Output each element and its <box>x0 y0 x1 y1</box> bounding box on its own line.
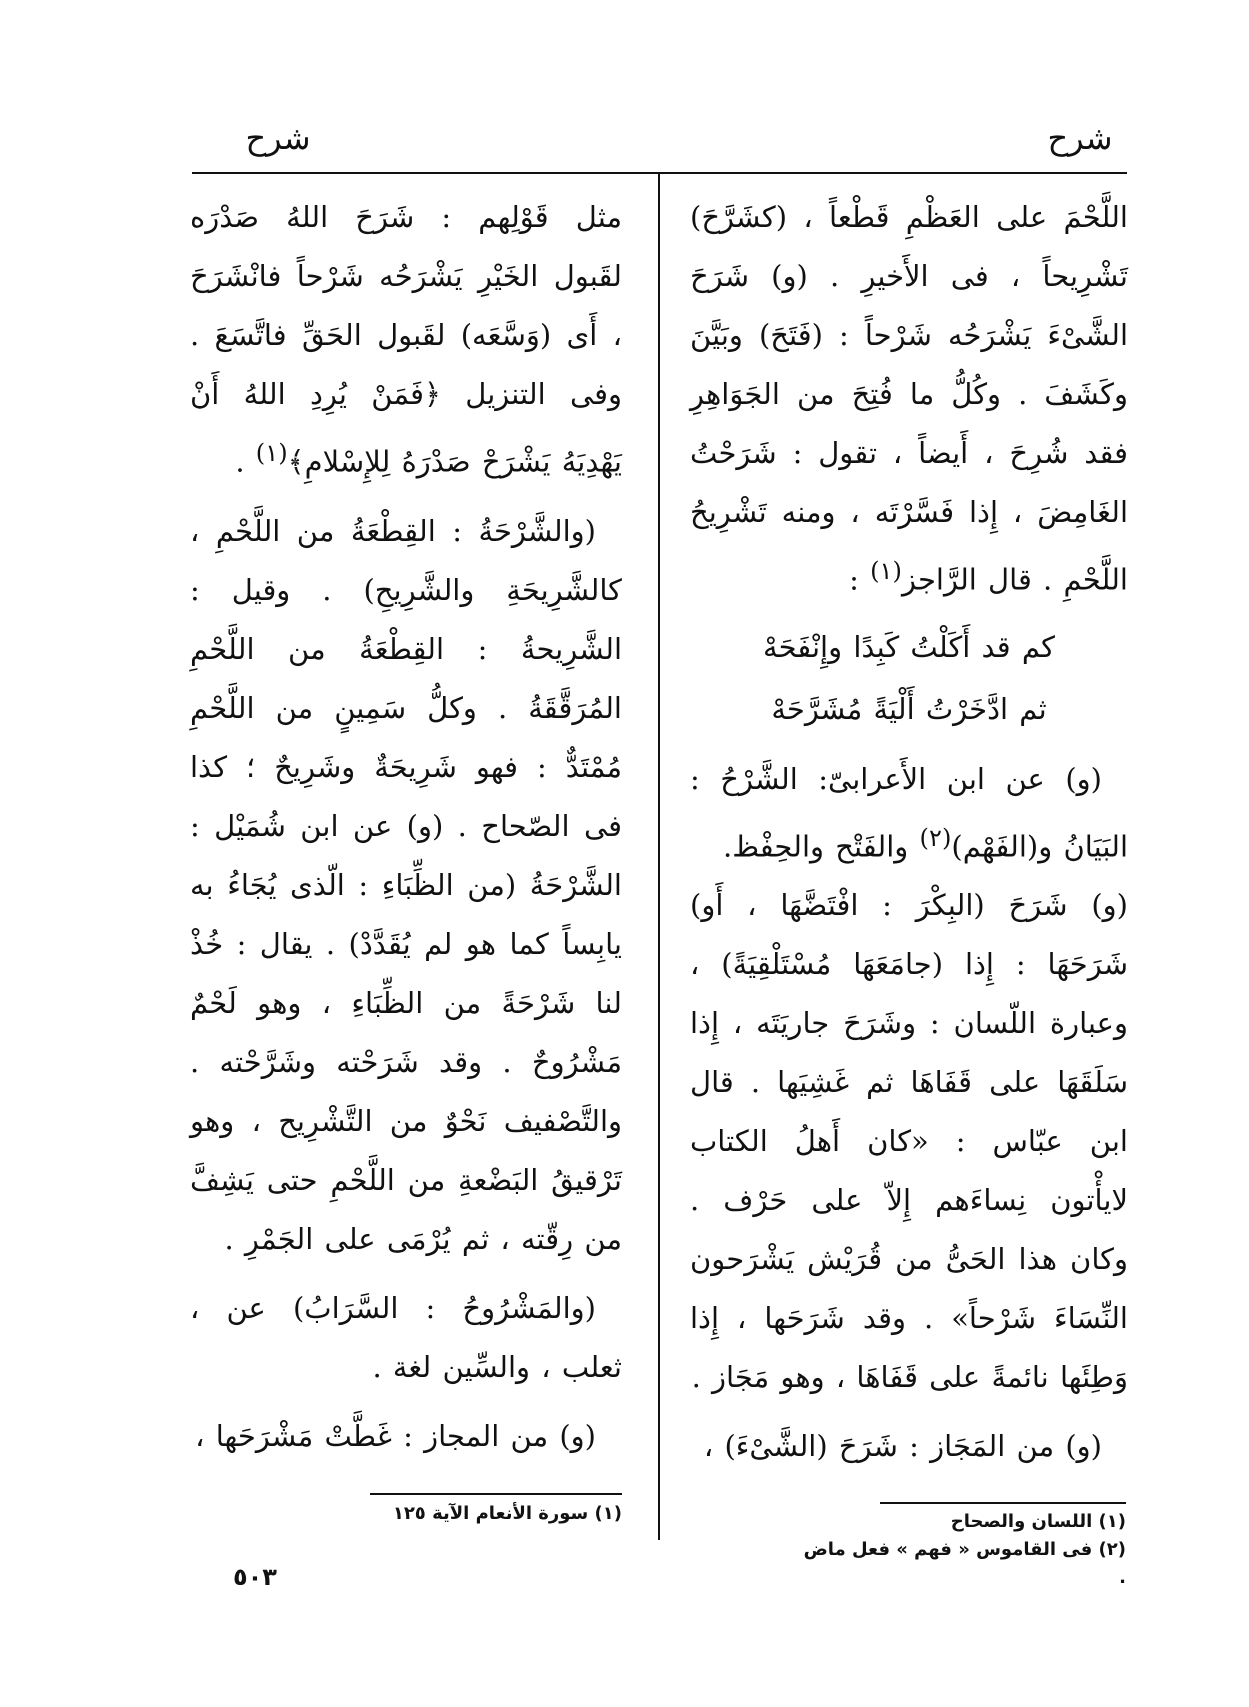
verse-line-2: ثم ادَّخَرْتُ أَلْيَةً مُشَرَّحَهْ <box>771 691 1047 726</box>
left-paragraph-1-end: . <box>235 444 256 479</box>
left-paragraph-2: (والشَّرْحَةُ : القِطْعَةُ من اللَّحْمِ ، كالشَّرِيحَةِ والشَّرِيحِ) . وقيل : الشَّرِيحةُ : القِطْعَةُ من اللَّحْمِ المُرَقَّقَةُ . وكلُّ سَمِينٍ من اللَّحْمِ مُمْتَدٌّ : فهو شَرِيحَةٌ وشَرِيحٌ ؛ كذا فى الصّحاح . (و) عن ابن شُمَيْل : الشَّرْحَةُ (من الظِّبَاءِ : الّذى يُجَاءُ به يابِساً كما هو لم يُقَدَّدْ) . يقال : خُذْ لنا شَرْحَةً من الظِّبَاءِ ، وهو لَحْمٌ مَشْرُوحٌ . وقد شَرَحْته وشَرَّحْته . والتَّصْفيف نَحْوٌ من التَّشْرِيح ، وهو تَرْقيقُ البَضْعةِ من اللَّحْمِ حتى يَشِفَّ من رِقّته ، ثم يُرْمَى على الجَمْرِ . <box>190 513 622 1256</box>
footnote-marker: (١) <box>255 439 288 467</box>
right-paragraph-2-end: والفَتْح والحِفْظ. <box>723 829 920 864</box>
left-paragraph-1-text: مثل قَوْلِهم : شَرَحَ اللهُ صَدْرَه لقَبول الخَيْرِ يَشْرَحُه شَرْحاً فانْشَرَحَ ، أَى (وَسَّعَه) لقَبول الحَقِّ فاتَّسَعَ . وفى التنزيل ﴿فَمَنْ يُرِدِ اللهُ أَنْ يَهْدِيَهُ يَشْرَحْ صَدْرَهُ لِلإِسْلامِ﴾ <box>190 200 622 479</box>
page-number: ٥٠٣ <box>233 1563 277 1591</box>
footnote-rule-right <box>880 1502 1126 1504</box>
poem-verse <box>690 616 1128 740</box>
right-paragraph-1-end: : <box>849 562 871 597</box>
footnote-item: (١) اللسان والصحاح <box>950 1511 1126 1532</box>
footnotes-right <box>800 1508 1126 1592</box>
running-header-right: شرح <box>1047 119 1113 157</box>
footnote-item: (١) سورة الأنعام الآية ١٢٥ <box>392 1503 622 1524</box>
running-header-left: شرح <box>245 119 311 157</box>
right-paragraph-2 <box>690 750 1128 877</box>
footnote-item: (٢) فى القاموس « فهم » فعل ماض . <box>803 1539 1126 1588</box>
right-paragraph-4: (و) من المَجَاز : شَرَحَ (الشَّىْءَ) ، <box>703 1429 1102 1464</box>
left-paragraph-4: (و) من المجاز : غَطَّتْ مَشْرَحَها ، <box>195 1418 596 1453</box>
left-column <box>190 188 622 1466</box>
left-paragraph-1 <box>190 188 622 492</box>
footnotes-left <box>330 1500 622 1528</box>
right-paragraph-1-text: اللَّحْمَ على العَظْمِ قَطْعاً ، (كشَرَّحَ) تَشْرِيحاً ، فى الأَخيرِ . (و) شَرَحَ الشَّىْءَ يَشْرَحُه شَرْحاً : (فَتَحَ) وبَيَّنَ وكَشَفَ . وكُلُّ ما فُتِحَ من الجَوَاهِرِ فقد شُرِحَ ، أَيضاً ، تقول : شَرَحْتُ الغَامِضَ ، إِذا فَسَّرْتَه ، ومنه تَشْرِيحُ اللَّحْمِ . قال الرَّاجز <box>690 200 1128 597</box>
footnote-marker: (٢) <box>919 823 952 852</box>
verse-line-1: كم قد أَكَلْتُ كَبِدًا وإِنْفَحَهْ <box>763 629 1055 664</box>
right-paragraph-3: (و) شَرَحَ (البِكْرَ : افْتَضَّهَا ، أَو) شَرَحَهَا : إِذا (جامَعَهَا مُسْتَلْقِيَةً) ، وعبارة اللّسان : وشَرَحَ جاريَتَه ، إِذا سَلَقَهَا على قَفَاهَا ثم غَشِيَها . قال ابن عبّاس : «كان أَهلُ الكتاب لايأْتون نِساءَهم إِلاّ على حَرْف . وكان هذا الحَىُّ من قُرَيْش يَشْرَحون النِّسَاءَ شَرْحاً» . وقد شَرَحَها ، إِذا وَطِئَها نائمةً على قَفَاهَا ، وهو مَجَاز . <box>690 888 1128 1395</box>
right-column <box>690 188 1128 1476</box>
left-paragraph-3: (والمَشْرُوحُ : السَّرَابُ) عن ، ثعلب ، والسِّين لغة . <box>190 1290 622 1384</box>
footnote-rule-left <box>370 1493 622 1495</box>
right-paragraph-1 <box>690 188 1128 610</box>
right-paragraph-2-text: (و) عن ابن الأَعرابىّ: الشَّرْحُ : البَيَانُ و(الفَهْم) <box>690 761 1128 864</box>
column-divider <box>658 172 660 1540</box>
footnote-marker: (١) <box>870 557 902 585</box>
